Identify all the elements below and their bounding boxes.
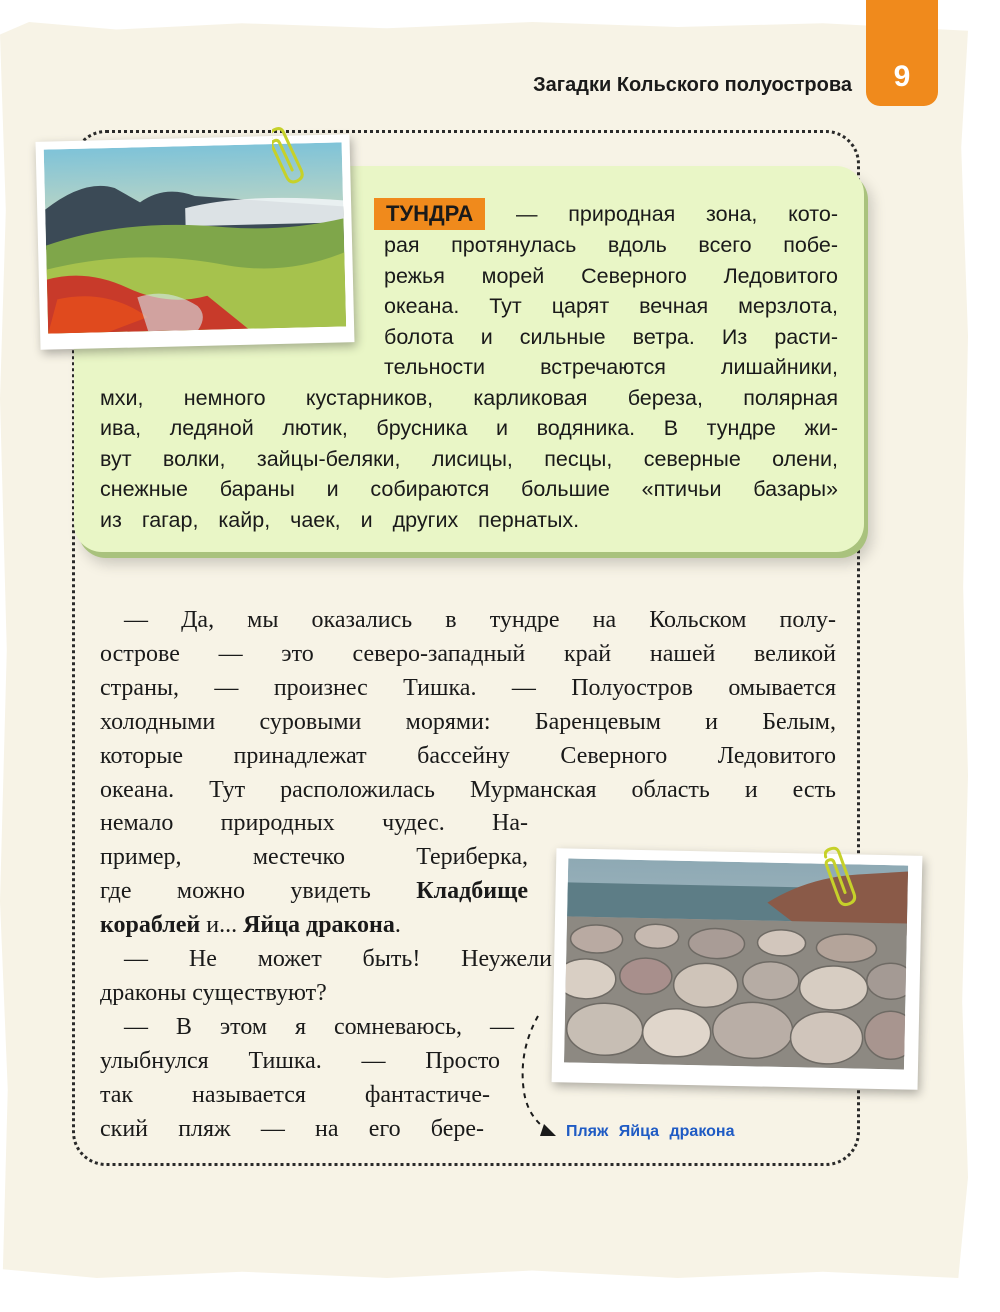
tundra-line: мхи, немного кустарников, карликовая береза, полярная bbox=[100, 385, 838, 410]
story-line: кораблей и... Яйца дракона. bbox=[100, 912, 401, 939]
story-line: — Не может быть! Неужели bbox=[124, 946, 552, 973]
tundra-line: рая протянулась вдоль всего побе- bbox=[384, 233, 838, 257]
tundra-line: океана. Тут царят вечная мерзлота, bbox=[384, 294, 838, 318]
story-line: где можно увидеть Кладбище bbox=[100, 878, 528, 905]
story-line: улыбнулся Тишка. — Просто bbox=[100, 1047, 500, 1074]
tundra-line: тельности встречаются лишайники, bbox=[384, 355, 838, 379]
tundra-line: ива, ледяной лютик, брусника и водяника. В тундре жи- bbox=[100, 416, 838, 440]
story-line: — Да, мы оказались в тундре на Кольском полу- bbox=[124, 607, 836, 633]
story-line: пример, местечко Териберка, bbox=[100, 844, 528, 871]
story-line: холодными суровыми морями: Баренцевым и Белым, bbox=[100, 708, 836, 735]
tundra-term: ТУНДРА bbox=[374, 198, 485, 230]
tundra-line: ТУНДРА — природная зона, кото- bbox=[100, 198, 838, 230]
story-line: которые принадлежат бассейну Северного Ледовитого bbox=[100, 742, 836, 769]
story-line: океана. Тут расположилась Мурманская область и есть bbox=[100, 776, 836, 803]
bold-term: кораблей bbox=[100, 912, 201, 939]
story-line: немало природных чудес. На- bbox=[100, 810, 528, 837]
paperclip-icon bbox=[824, 846, 864, 910]
page-number: 9 bbox=[893, 60, 911, 93]
paperclip-icon bbox=[272, 126, 306, 186]
story-line: ский пляж — на его бере- bbox=[100, 1115, 484, 1142]
photo-caption: Пляж Яйца дракона bbox=[566, 1123, 735, 1140]
story-line: так называется фантастиче- bbox=[100, 1081, 490, 1108]
bold-term: Кладбище bbox=[416, 878, 528, 905]
story-line: страны, — произнес Тишка. — Полуостров омывается bbox=[100, 674, 836, 701]
tundra-line: из гагар, кайр, чаек, и других пернатых. bbox=[100, 507, 580, 532]
tundra-line: режья морей Северного Ледовитого bbox=[384, 263, 838, 288]
story-line: — В этом я сомневаюсь, — bbox=[124, 1013, 514, 1040]
running-title: Загадки Кольского полуострова bbox=[533, 74, 852, 96]
story-line: острове — это северо-западный край нашей великой bbox=[100, 640, 836, 667]
beach-photo bbox=[552, 848, 923, 1090]
bold-term: Яйца дракона bbox=[243, 912, 395, 939]
tundra-photo bbox=[36, 134, 355, 350]
caption-arrow-icon bbox=[510, 1012, 570, 1142]
tundra-line: снежные бараны и собираются большие «птичьи базары» bbox=[100, 477, 838, 501]
story-line: драконы существуют? bbox=[100, 979, 327, 1006]
tundra-line: болота и сильные ветра. Из расти- bbox=[384, 324, 838, 349]
tundra-line: вут волки, зайцы-беляки, лисицы, песцы, северные олени, bbox=[100, 446, 838, 471]
